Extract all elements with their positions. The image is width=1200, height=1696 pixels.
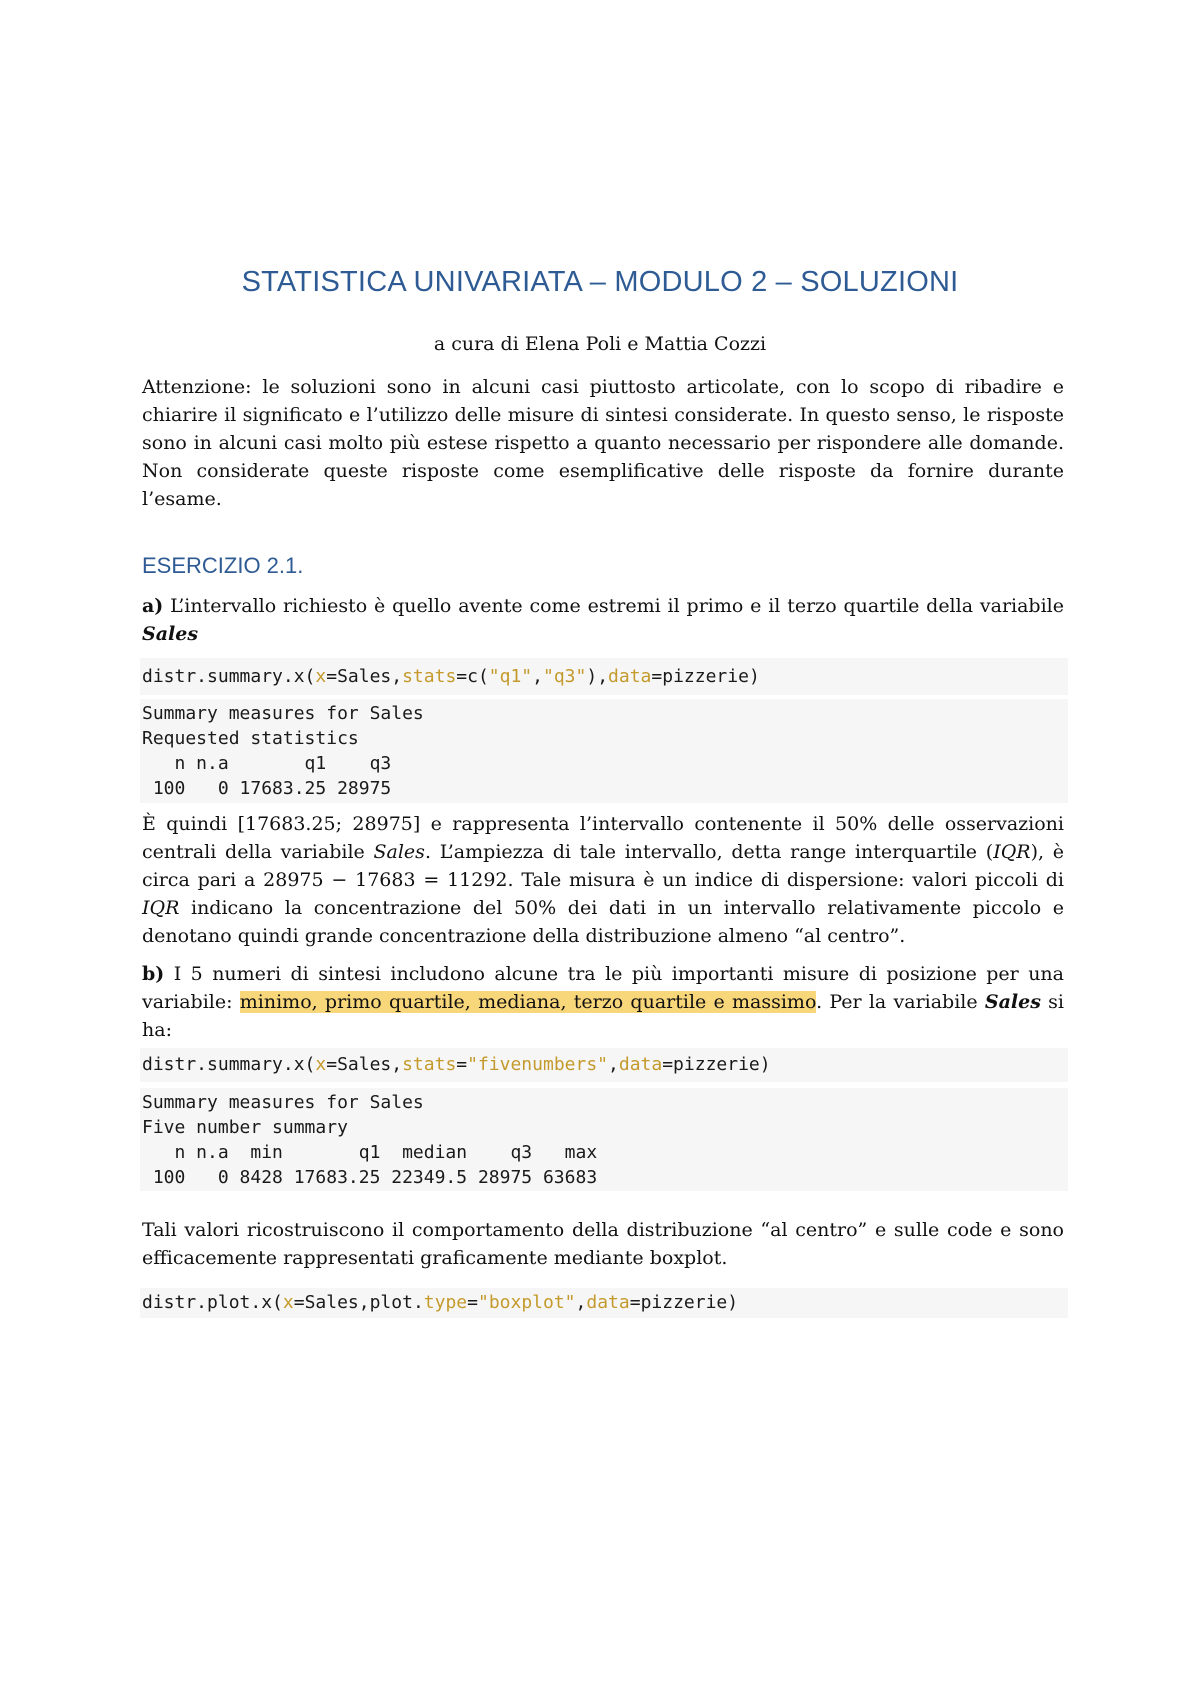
part-b-output-block [140,1088,1068,1191]
output-line: Summary measures for Sales [142,703,424,724]
part-a-variable: Sales [142,623,199,645]
output-line: 100 0 17683.25 28975 [142,778,392,799]
highlighted-text: minimo, primo quartile, mediana, terzo quartile e massimo [239,991,817,1013]
part-a-text: L’intervallo richiesto è quello avente come estremi il primo e il terzo quartile della variabile [163,595,1064,617]
part-a-output-block [140,699,1068,803]
part-b-conclusion: Tali valori ricostruiscono il comportamento della distribuzione “al centro” e sulle code e sono efficacemente rappresentati graficamente mediante boxplot. [142,1219,1064,1269]
part-b-label: b) [142,963,165,985]
part-b-plot-code-block [140,1288,1068,1318]
exercise-heading: ESERCIZIO 2.1. [142,553,304,578]
code-line: distr.plot.x(x=Sales,plot.type="boxplot",data=pizzerie) [142,1292,739,1313]
document-authors: a cura di Elena Poli e Mattia Cozzi [433,333,767,355]
part-b-variable: Sales [984,991,1041,1013]
part-a-label: a) [142,595,164,617]
part-b-code-block [140,1048,1068,1082]
output-line: n n.a min q1 median q3 max [142,1142,598,1163]
code-line: distr.summary.x(x=Sales,stats="fivenumbers",data=pizzerie) [142,1054,771,1075]
intro-note: Attenzione: le soluzioni sono in alcuni casi piuttosto articolate, con lo scopo di ribadire e chiarire il significato e l’utilizzo delle misure di sintesi considerate. In questo senso, le risposte sono in alcuni casi molto più estese rispetto a quanto necessario per rispondere alle domande. Non considerate queste risposte come esemplificative delle risposte da fornire durante l’esame. [142,376,1064,510]
output-line: Summary measures for Sales [142,1092,424,1113]
output-line: Requested statistics [142,728,359,749]
part-a-explanation: È quindi [17683.25; 28975] e rappresenta l’intervallo contenente il 50% delle osservazioni centrali della variabile Sales. L’ampiezza di tale intervallo, detta range interquartile (IQR), è circa pari a 28975 − 17683 = 11292. Tale misura è un indice di dispersione: valori piccoli di IQR indicano la concentrazione del 50% dei dati in un intervallo relativamente piccolo e denotano quindi grande concentrazione della distribuzione almeno “al centro”. [142,813,1065,947]
code-line: distr.summary.x(x=Sales,stats=c("q1","q3"),data=pizzerie) [142,666,760,687]
part-a-question [142,592,1064,648]
output-line: Five number summary [142,1117,348,1138]
part-b-question: b) I 5 numeri di sintesi includono alcune tra le più importanti misure di posizione per una variabile: minimo, primo quartile, mediana, terzo quartile e massimo. Per la variabile Sales si ha: [142,963,1064,1041]
output-line: n n.a q1 q3 [142,753,392,774]
part-a-code-block [140,658,1068,695]
document-title: STATISTICA UNIVARIATA – MODULO 2 – SOLUZIONI [241,266,959,298]
output-line: 100 0 8428 17683.25 22349.5 28975 63683 [142,1167,598,1188]
